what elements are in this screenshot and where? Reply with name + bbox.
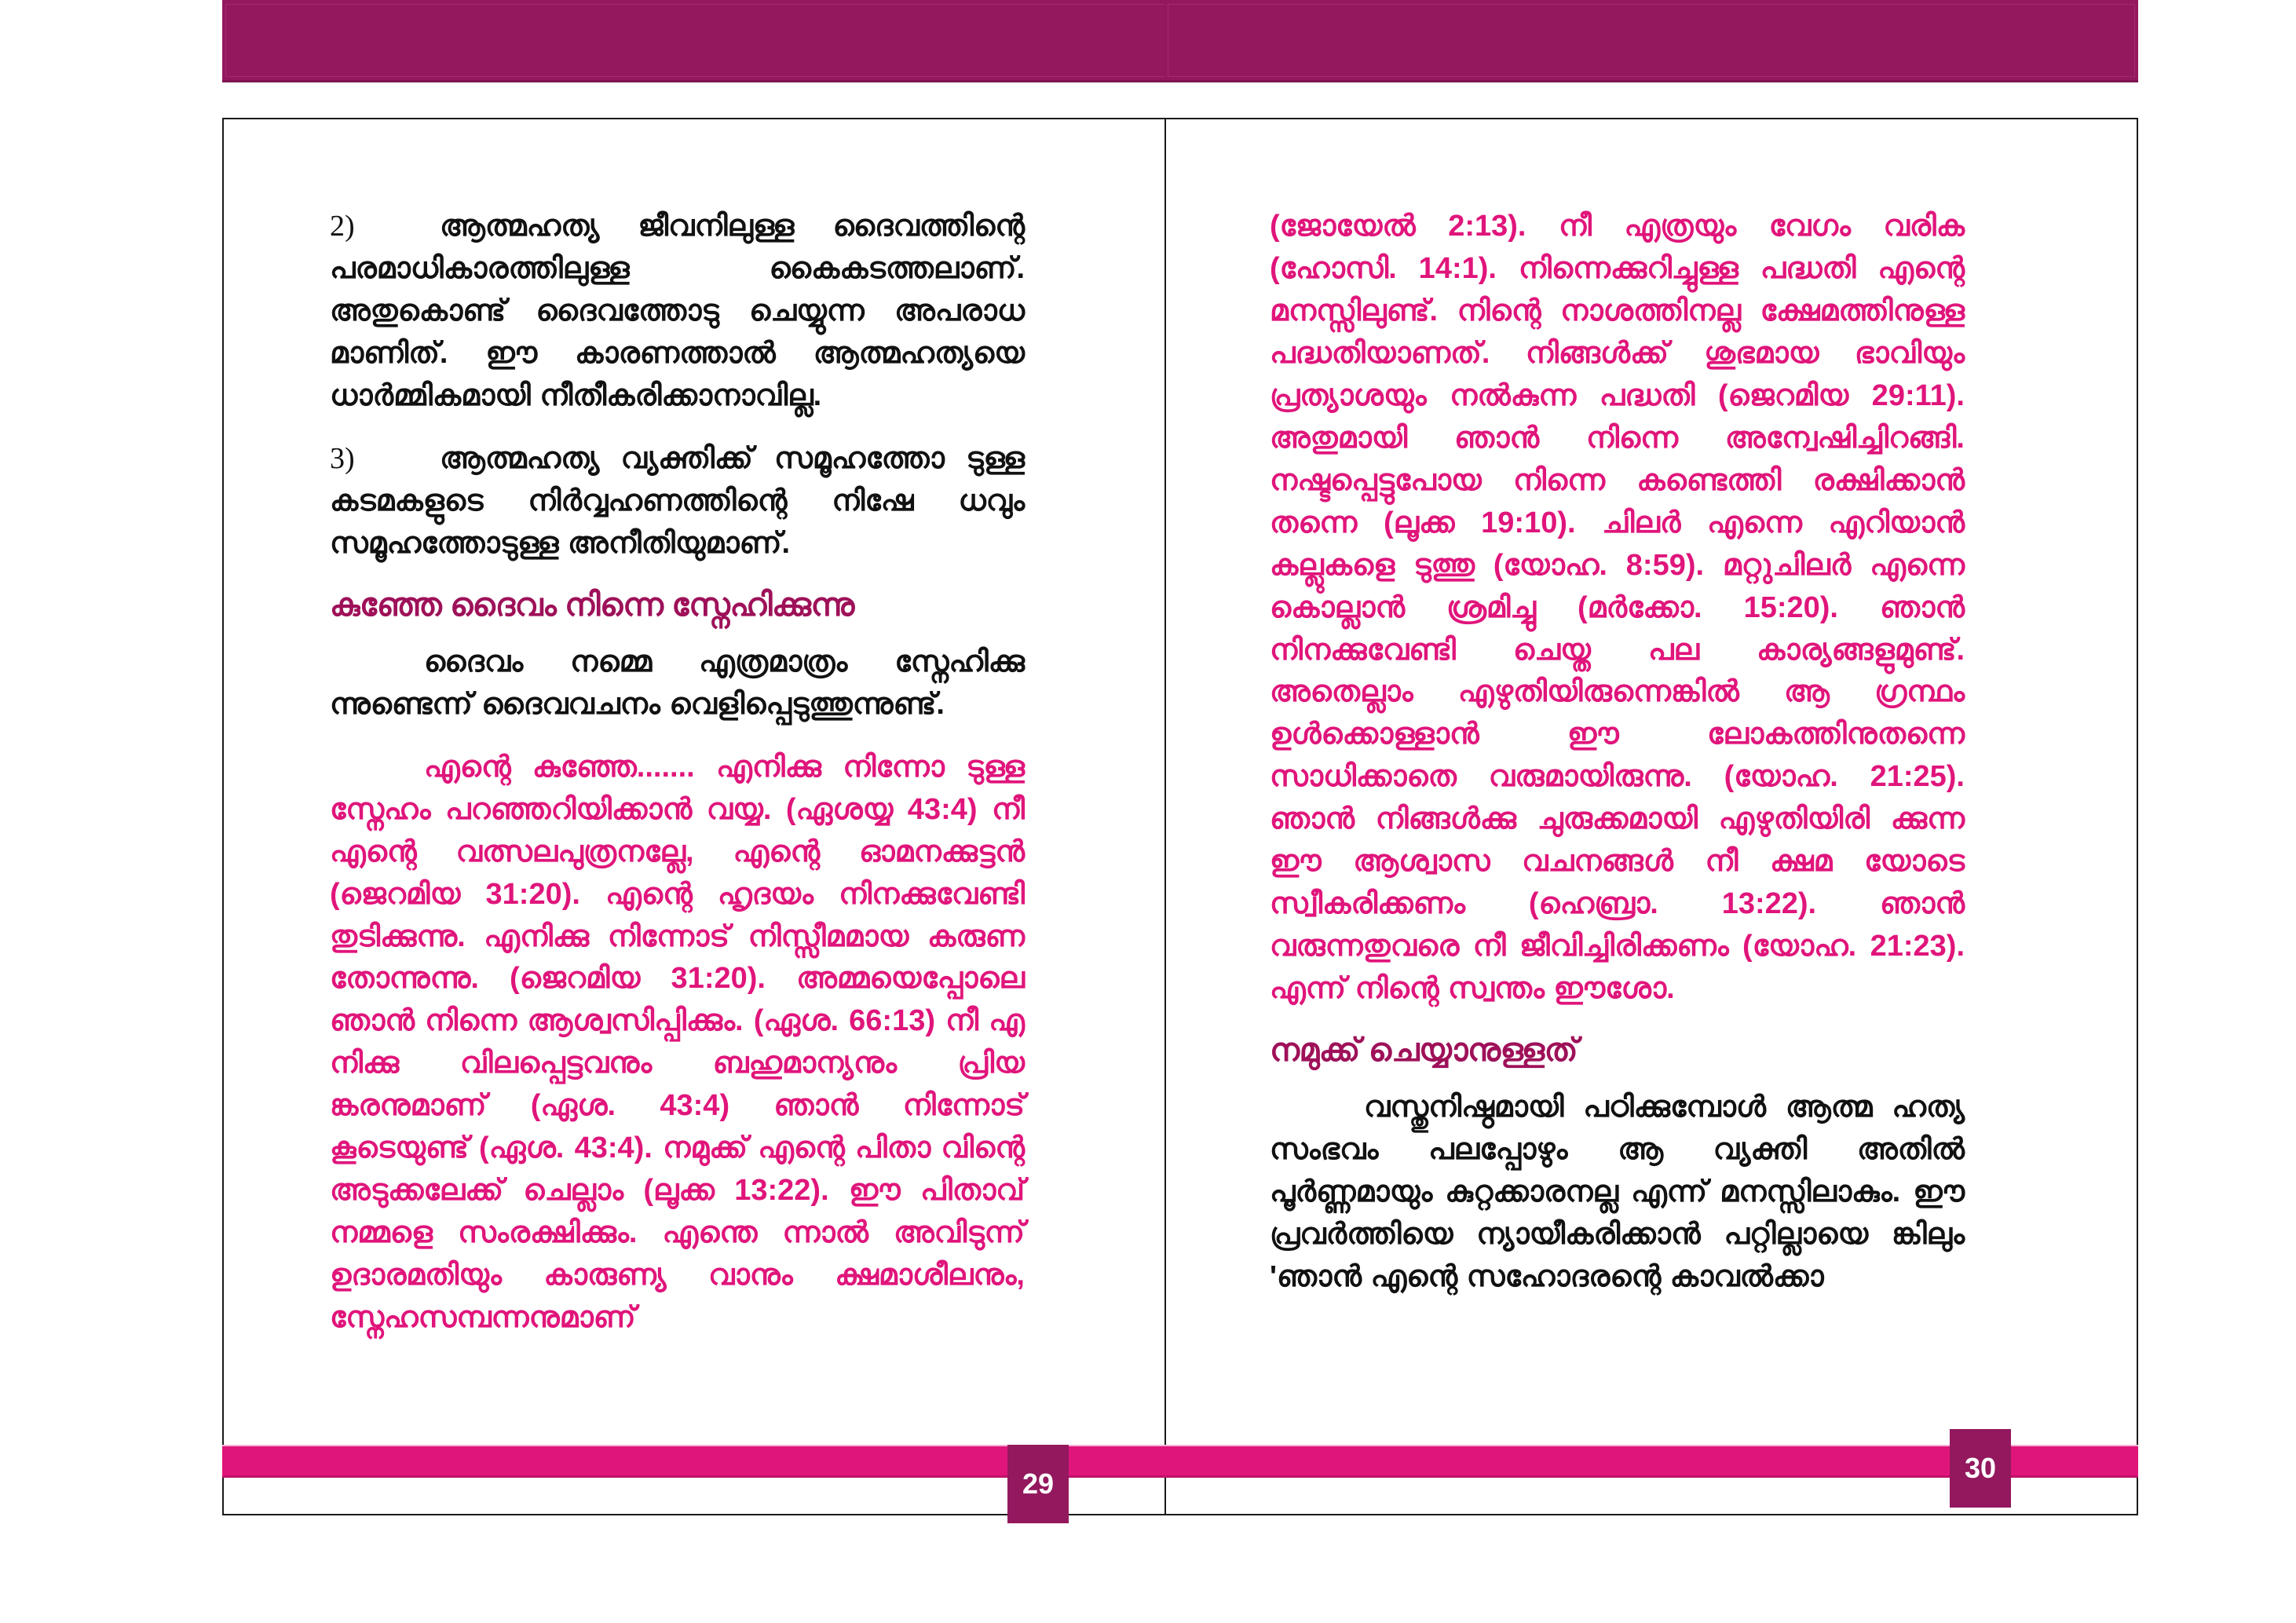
numbered-item-2-text: ആത്മഹത്യ ജീവനിലുള്ള ദൈവത്തിന്റെ പരമാധികാരത്തിലുള്ള കൈകടത്തലാണ്. അതുകൊണ്ട് ദൈവത്തോടു ചെയ്യുന്ന അപരാധ മാണിത്. ഈ കാരണത്താൽ ആത്മഹത്യയെ ധാർമ്മികമായി നീതീകരിക്കാനാവില്ല. <box>330 210 1025 412</box>
header-band-left-inner-rule <box>225 4 1193 77</box>
page-number-badge-left: 29 <box>1007 1445 1069 1523</box>
left-page-text-column <box>330 206 1025 1360</box>
numbered-item-3 <box>330 438 1025 565</box>
section-heading-god-loves-you: കുഞ്ഞേ ദൈവം നിന്നെ സ്നേഹിക്കുന്നു <box>330 586 854 623</box>
paragraph-letter-from-jesus-part2: (ജോയേൽ 2:13). നീ എത്രയും വേഗം വരിക (ഹോസി. 14:1). നിന്നെക്കുറിച്ചുള്ള പദ്ധതി എന്റെ മനസ്സിലുണ്ട്. നിന്റെ നാശത്തിനല്ല ക്ഷേമത്തിനുള്ള പദ്ധതിയാണത്. നിങ്ങൾക്ക് ശുഭമായ ഭാവിയും പ്രത്യാശയും നൽകുന്ന പദ്ധതി (ജെറമിയ 29:11). അതുമായി ഞാൻ നിന്നെ അന്വേഷിച്ചിറങ്ങി. നഷ്ടപ്പെട്ടുപോയ നിന്നെ കണ്ടെത്തി രക്ഷിക്കാൻ തന്നെ (ലൂക്ക 19:10). ചിലർ എന്നെ എറിയാൻ കല്ലുകളെ ടുത്തു (യോഹ. 8:59). മറ്റുചിലർ എന്നെ കൊല്ലാൻ ശ്രമിച്ചു (മർക്കോ. 15:20). ഞാൻ നിനക്കുവേണ്ടി ചെയ്ത പല കാര്യങ്ങളുമുണ്ട്. അതെല്ലാം എഴുതിയിരുന്നെങ്കിൽ ആ ഗ്രന്ഥം ഉൾക്കൊള്ളാൻ ഈ ലോകത്തിനുതന്നെ സാധിക്കാതെ വരുമായിരുന്നു. (യോഹ. 21:25). ഞാൻ നിങ്ങൾക്കു ചുരുക്കമായി എഴുതിയിരി ക്കുന്ന ഈ ആശ്വാസ വചനങ്ങൾ നീ ക്ഷമ യോടെ സ്വീകരിക്കണം (ഹെബ്രാ. 13:22). ഞാൻ വരുന്നതുവരെ നീ ജീവിച്ചിരിക്കണം (യോഹ. 21:23). എന്ന് നിന്റെ സ്വന്തം ഈശോ. <box>1270 210 1965 1006</box>
header-band-right-page <box>1164 0 2138 82</box>
paragraph-what-we-must-do: വസ്തുനിഷ്ഠമായി പഠിക്കുമ്പോൾ ആത്മ ഹത്യ സംഭവം പലപ്പോഴും ആ വ്യക്തി അതിൽ പൂർണ്ണമായും കുറ്റക്കാരനല്ല എന്ന് മനസ്സിലാകും. ഈ പ്രവർത്തിയെ ന്യായീകരിക്കാൻ പറ്റില്ലായെ ങ്കിലും 'ഞാൻ എന്റെ സഹോദരന്റെ കാവൽക്കാ <box>1270 1091 1965 1294</box>
paragraph-gods-love-intro: ദൈവം നമ്മെ എത്രമാത്രം സ്നേഹിക്കു ന്നുണ്ടെന്ന് ദൈവവചനം വെളിപ്പെടുത്തുന്നുണ്ട്. <box>330 645 1025 721</box>
right-page-text-column <box>1270 206 1965 1319</box>
numbered-item-2-marker: 2) <box>330 210 355 243</box>
numbered-item-2 <box>330 206 1025 418</box>
header-band-left-page <box>222 0 1196 82</box>
numbered-item-3-text: ആത്മഹത്യ വ്യക്തിക്ക് സമൂഹത്തോ ടുള്ള കടമകളുടെ നിർവ്വഹണത്തിന്റെ നിഷേ ധവും സമൂഹത്തോടുള്ള അനീതിയുമാണ്. <box>330 441 1025 560</box>
header-band-right-inner-rule <box>1168 4 2135 77</box>
numbered-item-3-marker: 3) <box>330 441 355 475</box>
paragraph-letter-from-jesus-part1: എന്റെ കുഞ്ഞേ....... എനിക്കു നിന്നോ ടുള്ള സ്നേഹം പറഞ്ഞറിയിക്കാൻ വയ്യ. (ഏശയ്യ 43:4) നീ എന്റെ വത്സലപുത്രനല്ലേ, എന്റെ ഓമനക്കുട്ടൻ (ജെറമിയ 31:20). എന്റെ ഹൃദയം നിനക്കുവേണ്ടി തുടിക്കുന്നു. എനിക്കു നിന്നോട് നിസ്സീമമായ കരുണ തോന്നുന്നു. (ജെറമിയ 31:20). അമ്മയെപ്പോലെ ഞാൻ നിന്നെ ആശ്വസിപ്പിക്കും. (ഏശ. 66:13) നീ എ നിക്കു വിലപ്പെട്ടവനും ബഹുമാന്യനും പ്രിയ ങ്കരനുമാണ് (ഏശ. 43:4) ഞാൻ നിന്നോട് കൂടെയുണ്ട് (ഏശ. 43:4). നമുക്ക് എന്റെ പിതാ വിന്റെ അടുക്കലേക്ക് ചെല്ലാം (ലൂക്ക 13:22). ഈ പിതാവ് നമ്മളെ സംരക്ഷിക്കും. എന്തെ ന്നാൽ അവിടുന്ന് ഉദാരമതിയും കാരുണ്യ വാനും ക്ഷമാശീലനും, സ്നേഹസമ്പന്നനുമാണ് <box>330 750 1025 1335</box>
page-number-badge-right: 30 <box>1950 1429 2011 1508</box>
section-heading-what-we-must-do: നമുക്ക് ചെയ്യാനുള്ളത് <box>1270 1032 1578 1069</box>
